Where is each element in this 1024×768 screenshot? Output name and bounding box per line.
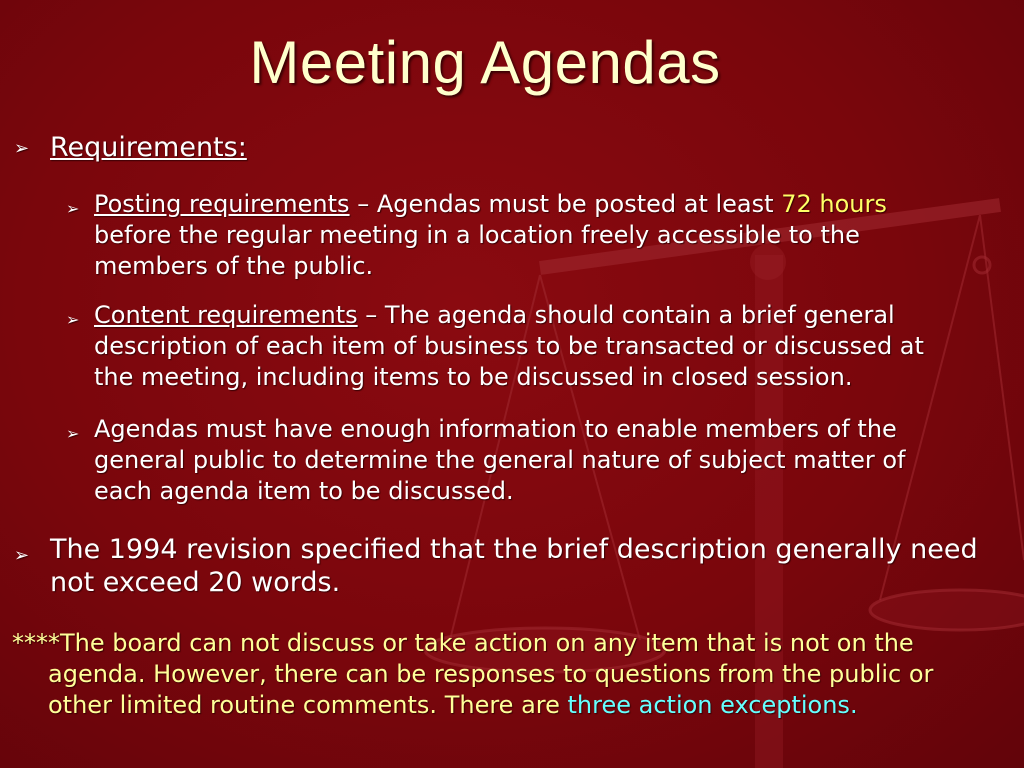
board-note <box>12 628 1012 721</box>
note-line1: ****The board can not discuss or take action on any item that is not on the <box>12 629 914 657</box>
hours-highlight: 72 hours <box>781 190 887 218</box>
arrow-bullet-icon: ➢ <box>14 138 30 159</box>
content-text-line3: the meeting, including items to be discussed in closed session. <box>94 363 853 391</box>
posting-text-a: – Agendas must be posted at least <box>349 190 782 218</box>
arrow-bullet-icon: ➢ <box>14 545 30 566</box>
agenda-text-line3: each agenda item to be discussed. <box>94 477 514 505</box>
requirements-heading: Requirements: <box>50 132 247 163</box>
revision-text-line1: The 1994 revision specified that the brief description generally need <box>50 534 978 565</box>
arrow-bullet-icon: ➢ <box>66 424 80 443</box>
posting-text-line2: before the regular meeting in a location freely accessible to the <box>94 221 860 249</box>
note-line2: agenda. However, there can be responses to questions from the public or <box>48 660 934 688</box>
arrow-bullet-icon: ➢ <box>66 310 80 329</box>
posting-requirements-label: Posting requirements <box>94 190 350 218</box>
agenda-text-line1: Agendas must have enough information to enable members of the <box>94 415 897 443</box>
arrow-bullet-icon: ➢ <box>66 199 80 218</box>
revision-text-line2: not exceed 20 words. <box>50 567 341 598</box>
agenda-text-line2: general public to determine the general nature of subject matter of <box>94 446 906 474</box>
action-exceptions-link[interactable]: three action exceptions <box>567 691 850 719</box>
content-text-line1: – The agenda should contain a brief general <box>357 301 895 329</box>
note-end: . <box>849 691 858 719</box>
content-text-line2: description of each item of business to be transacted or discussed at <box>94 332 924 360</box>
page-title: Meeting Agendas <box>249 29 721 96</box>
posting-text-line3: members of the public. <box>94 252 374 280</box>
content-requirements-label: Content requirements <box>94 301 358 329</box>
note-line3: other limited routine comments. There are <box>48 691 568 719</box>
